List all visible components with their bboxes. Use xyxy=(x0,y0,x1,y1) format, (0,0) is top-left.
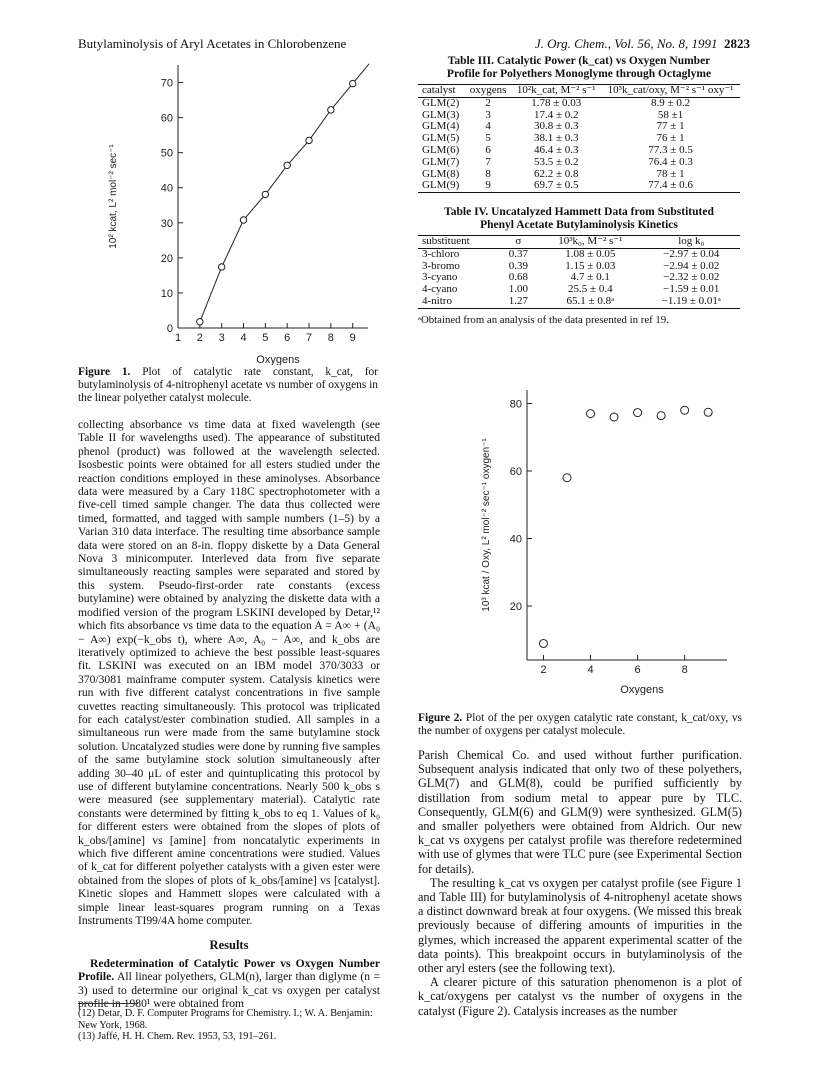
x-tick-label: 1 xyxy=(174,332,182,344)
results-heading: Results xyxy=(209,938,249,953)
x-tick-label: 2 xyxy=(540,664,547,676)
y-axis-label: 10³ kcat / Oxy, L² mol⁻² sec⁻¹ oxygen⁻¹ xyxy=(481,438,492,612)
table-4-cell: −1.19 ± 0.01ᵃ xyxy=(661,294,721,307)
table-4-cell: 4-cyano xyxy=(422,283,458,296)
x-tick-label: 4 xyxy=(587,664,594,676)
table-3-row xyxy=(418,110,740,122)
footnote-rule xyxy=(78,1003,138,1004)
journal-name: J. Org. Chem., xyxy=(534,36,611,51)
table-3-cell: GLM(9) xyxy=(422,179,460,192)
table-3-cell: 5 xyxy=(485,132,491,145)
figure-1-chart xyxy=(95,55,385,365)
table-3-cell: 4 xyxy=(485,120,491,133)
data-point xyxy=(240,217,246,223)
data-point xyxy=(350,80,356,86)
table-3-cell: 77.4 ± 0.6 xyxy=(648,179,693,192)
right-paragraph-2: The resulting k_cat vs oxygen per catalyst profile (see Figure 1 and Table III) for butylaminolysis of 4-nitrophenyl acetate shows a distinct downward break at four oxygens. (We missed this break previously because of differing amounts of impurities in the glymes, which increased the apparent experimental scatter of the data points). This breakpoint occurs in butylaminolysis of the other aryl esters (see the following text). xyxy=(418,875,742,976)
table-4-cell: 1.27 xyxy=(508,294,528,307)
right-paragraph-3: A clearer picture of this saturation phenomenon is a plot of k_cat/oxygens per catalyst vs the number of oxygens in the catalyst (Figure 2). Catalysis increases as the number xyxy=(418,975,742,1018)
figure-2-text: Plot of the per oxygen catalytic rate constant, k_cat/oxy, vs the number of oxygens per catalyst molecule. xyxy=(418,712,742,738)
x-tick-label: 6 xyxy=(634,664,641,676)
figure-2-chart xyxy=(470,385,760,695)
y-tick-label: 40 xyxy=(509,533,522,546)
page-number: 2823 xyxy=(724,36,750,51)
table-3-row xyxy=(418,121,740,133)
data-point xyxy=(328,107,334,113)
table-4-grid xyxy=(418,235,740,309)
x-tick-label: 8 xyxy=(681,664,688,676)
figure-1-caption xyxy=(78,366,378,406)
data-point xyxy=(284,162,290,168)
table-4 xyxy=(418,206,740,326)
y-tick-label: 20 xyxy=(509,601,522,613)
right-paragraph-1: Parish Chemical Co. and used without further purification. Subsequent analysis indicated that only two of these polyethers, GLM(7) and GLM(8), could be purified sufficiently by distillation from sodium metal to appear pure by TLC. Consequently, GLM(6) and GLM(9) were synthesized. GLM(5) and smaller polyethers were obtained from Aldrich. Our new k_cat vs oxygens per catalyst profile was therefore redetermined with use of glymes that were TLC pure (see Experimental Section for details). xyxy=(418,748,742,876)
x-tick-label: 6 xyxy=(284,332,291,344)
table-3-cell: 6 xyxy=(485,143,491,156)
table-3-cell: 62.2 ± 0.8 xyxy=(533,167,579,180)
table-3-cell: 77.3 ± 0.5 xyxy=(648,143,693,156)
table-4-cell: 3-bromo xyxy=(422,259,460,272)
table-3-header: 10²k_cat, M⁻² s⁻¹ xyxy=(516,84,596,96)
table-4-cell: 1.15 ± 0.03 xyxy=(565,259,616,272)
table-3-row xyxy=(418,97,740,109)
results-text: All linear polyethers, GLM(n), larger than diglyme (n = 3) used to determine our original k_cat vs oxygen per catalyst profile in 1980¹ were obtained from xyxy=(78,970,380,1011)
table-3-title-line2: Profile for Polyethers Monoglyme through Octaglyme xyxy=(446,68,712,80)
table-3-cell: 76 ± 1 xyxy=(656,132,685,145)
table-4-footnote: ᵃObtained from an analysis of the data presented in ref 19. xyxy=(418,313,669,326)
table-3-cell: GLM(8) xyxy=(422,167,460,180)
y-tick-label: 60 xyxy=(509,466,522,478)
table-3-grid xyxy=(418,84,740,193)
table-3-cell: 2 xyxy=(485,96,491,109)
data-point xyxy=(657,412,665,420)
table-3-row xyxy=(418,145,740,157)
table-3-cell: 53.5 ± 0.2 xyxy=(533,155,579,168)
table-3-cell: 30.8 ± 0.3 xyxy=(533,120,579,133)
table-3-cell: 76.4 ± 0.3 xyxy=(648,155,693,168)
table-4-title-line2: Phenyl Acetate Butylaminolysis Kinetics xyxy=(480,219,678,231)
table-3-header: oxygens xyxy=(469,84,507,96)
table-3-row xyxy=(418,180,740,192)
journal-volume: Vol. 56, No. 8, 1991 xyxy=(614,36,718,51)
table-3-row xyxy=(418,157,740,169)
table-4-header: log k₀ xyxy=(678,235,705,247)
table-4-row xyxy=(418,248,740,260)
reference-13: (13) Jaffé, H. H. Chem. Rev. 1953, 53, 191–261. xyxy=(78,1031,277,1042)
y-tick-label: 60 xyxy=(160,112,173,125)
data-point xyxy=(681,406,689,414)
table-4-cell: 1.00 xyxy=(508,283,528,296)
table-3-cell: 78 ± 1 xyxy=(656,167,685,180)
table-3-cell: GLM(5) xyxy=(422,132,460,145)
figure-1-text: Plot of catalytic rate constant, k_cat, for butylaminolysis of 4-nitrophenyl acetate vs number of oxygens in the linear polyether catalyst molecule. xyxy=(78,366,378,405)
table-3-title-line1: Table III. Catalytic Power (k_cat) vs Oxygen Number xyxy=(447,55,711,67)
data-point xyxy=(218,264,224,270)
table-3-cell: 17.4 ± 0.2 xyxy=(533,108,579,121)
x-tick-label: 8 xyxy=(327,332,334,344)
table-3-cell: 9 xyxy=(485,179,491,192)
left-text-column xyxy=(78,418,380,1010)
table-3-cell: 7 xyxy=(485,155,491,168)
reference-12: (12) Detar, D. F. Computer Programs for Chemistry. I.; W. A. Benjamin: New York, 1968. xyxy=(78,1008,373,1031)
y-tick-label: 50 xyxy=(160,147,173,160)
table-3-cell: 46.4 ± 0.3 xyxy=(533,143,579,156)
x-tick-label: 4 xyxy=(240,332,247,344)
table-4-cell: 4.7 ± 0.1 xyxy=(570,271,610,284)
x-tick-label: 3 xyxy=(218,332,225,344)
y-tick-label: 70 xyxy=(160,77,173,90)
data-point xyxy=(704,408,712,416)
table-3-cell: GLM(6) xyxy=(422,143,460,156)
table-3-cell: 1.78 ± 0.03 xyxy=(531,96,582,109)
methods-paragraph: collecting absorbance vs time data at fixed wavelength (see Table II for wavelengths used). The appearance of substituted phenol (product) was followed at the wavelength selected. Isosbestic points were obtained for all esters studied under the reaction conditions employed in these aminolyses. Absorbance data were measured by a Cary 118C spectrophotometer with a five-cell timed sample changer. The data thus collected were timed, formatted, and tagged with sample numbers (1–5) by a Varian 310 data interface. The resulting time absorbance sample data were stored on an 8-in. floppy diskette by a Data General Nova 3 minicomputer. Interleved data from five separate simultaneously reacting samples were separated and stored by this system. Pseudo-first-order rate constants (excess butylamine) were obtained by analyzing the diskette data with a modified version of the program LSKINI developed by Detar,¹² which fits absorbance vs time data to the equation A = A∞ + (A₀ − A∞) exp(−k_obs t), where A∞, A₀ − A∞, and k_obs are iteratively optimized to achieve the best possible least-squares fit. LSKINI was executed on an IBM model 370/3033 or 370/3081 mainframe computer system. Catalysis kinetics were run with five different catalyst concentrations in five sample cuvettes reacting simultaneously. This protocol was triplicated for each catalyst/ester combination studied. All samples in a simultaneous run were made from the same butylamine stock solution. Uncatalyzed studies were done by running five samples of the same butylamine stock solution simultaneously after adding 30–40 μL of ester and quintuplicating this protocol by use of different butylamine concentrations. Nearly 500 k_obs s were measured (see supplementary material). Catalytic rate constants were determined by fitting k_obs to eq 1. Values of k₀ for different esters were obtained from the slopes of plots of k_obs/[amine] vs [amine] from noncatalytic experiments in which five different amine concentrations were studied. Values of k_cat for different polyether catalysts with a given ester were obtained from the slopes of plots of k_obs/[amine] vs [catalyst]. Kinetic slopes and Hammett slopes were calculated with a simple linear least-squares program running on a Texas Instruments TI99/4A home computer. xyxy=(78,418,380,928)
table-4-header: σ xyxy=(515,235,522,247)
table-4-cell: 0.68 xyxy=(508,271,528,284)
data-point xyxy=(610,413,618,421)
y-tick-label: 0 xyxy=(166,323,173,335)
y-axis-label: 10² kcat, L² mol⁻² sec⁻¹ xyxy=(108,144,119,249)
journal-citation xyxy=(535,36,750,52)
results-subheading: Redetermination of Catalytic Power vs Oxygen Number Profile. xyxy=(78,956,380,984)
y-tick-label: 20 xyxy=(160,252,173,265)
table-4-cell: −2.97 ± 0.04 xyxy=(663,247,720,260)
table-3-cell: 8.9 ± 0.2 xyxy=(651,96,691,109)
table-3-cell: GLM(7) xyxy=(422,155,460,168)
table-4-cell: 25.5 ± 0.4 xyxy=(568,283,613,296)
table-4-title xyxy=(418,206,740,232)
table-4-cell: −2.94 ± 0.02 xyxy=(663,259,720,272)
y-tick-label: 30 xyxy=(160,217,173,230)
table-4-cell: 3-cyano xyxy=(422,271,458,284)
table-3-cell: 77 ± 1 xyxy=(656,120,685,133)
series-line xyxy=(200,64,369,322)
x-tick-label: 2 xyxy=(196,332,203,344)
table-4-cell: 1.08 ± 0.05 xyxy=(565,247,616,260)
table-3 xyxy=(418,55,740,193)
table-4-cell: 0.37 xyxy=(508,247,528,260)
y-tick-label: 10 xyxy=(160,287,173,300)
table-3-cell: 38.1 ± 0.3 xyxy=(533,132,579,145)
table-4-row xyxy=(418,296,740,308)
table-3-cell: 3 xyxy=(485,108,491,121)
data-point xyxy=(634,409,642,417)
x-axis-label: Oxygens xyxy=(256,354,300,365)
data-point xyxy=(306,137,312,143)
x-tick-label: 7 xyxy=(305,332,313,344)
table-4-title-line1: Table IV. Uncatalyzed Hammett Data from Substituted xyxy=(444,206,714,218)
table-3-cell: 8 xyxy=(485,167,491,180)
y-tick-label: 80 xyxy=(509,398,522,411)
x-axis-label: Oxygens xyxy=(620,684,664,695)
table-4-cell: −2.32 ± 0.02 xyxy=(663,271,720,284)
table-4-cell: 65.1 ± 0.8ᵃ xyxy=(566,294,615,307)
running-header: Butylaminolysis of Aryl Acetates in Chlorobenzene xyxy=(78,36,347,51)
figure-1-label: Figure 1. xyxy=(78,366,131,378)
table-3-cell: GLM(3) xyxy=(422,108,460,121)
x-tick-label: 5 xyxy=(262,332,269,344)
table-4-cell: 0.39 xyxy=(508,259,528,272)
table-4-header: 10³k₀, M⁻² s⁻¹ xyxy=(558,235,623,247)
references xyxy=(78,1008,380,1043)
table-4-cell: 3-chloro xyxy=(422,247,460,260)
data-point xyxy=(262,191,268,197)
table-3-title xyxy=(418,55,740,81)
table-4-cell: −1.59 ± 0.01 xyxy=(663,283,720,296)
table-3-header: catalyst xyxy=(422,84,456,96)
table-4-cell: 4-nitro xyxy=(422,294,452,307)
x-tick-label: 9 xyxy=(349,332,356,344)
table-3-cell: GLM(4) xyxy=(422,120,460,133)
data-point xyxy=(563,474,571,482)
table-3-cell: GLM(2) xyxy=(422,96,460,109)
table-3-header: 10³k_cat/oxy, M⁻² s⁻¹ oxy⁻¹ xyxy=(607,84,734,96)
table-3-cell: 58 ±1 xyxy=(657,108,684,121)
figure-2-label: Figure 2. xyxy=(418,712,463,724)
y-tick-label: 40 xyxy=(160,182,173,195)
table-4-header: substituent xyxy=(422,235,470,247)
table-3-cell: 69.7 ± 0.5 xyxy=(533,179,579,192)
data-point xyxy=(587,410,595,418)
right-text-column xyxy=(418,748,742,1018)
figure-2-caption xyxy=(418,712,742,738)
data-point xyxy=(539,639,547,647)
data-point xyxy=(197,319,203,325)
